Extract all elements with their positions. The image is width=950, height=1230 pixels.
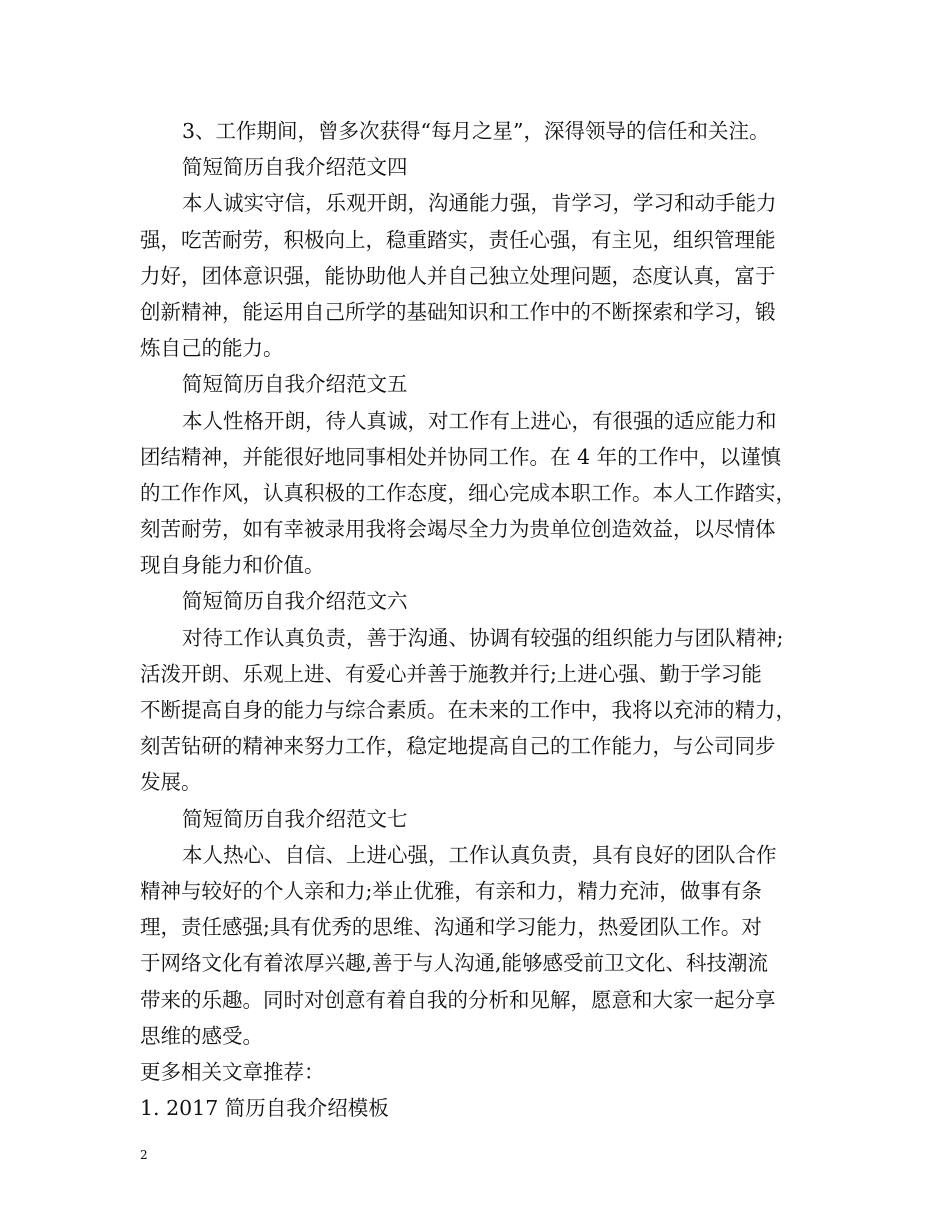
text-line: 本人性格开朗，待人真诚，对工作有上进心，有很强的适应能力和 bbox=[182, 408, 777, 433]
section-heading-6: 简短简历自我介绍范文六 bbox=[182, 589, 408, 614]
text-line: 对待工作认真负责，善于沟通、协调有较强的组织能力与团队精神; bbox=[182, 625, 784, 650]
text-line: 创新精神，能运用自己所学的基础知识和工作中的不断探索和学习，锻 bbox=[140, 299, 776, 324]
text-line: 发展。 bbox=[140, 770, 202, 795]
text-line: 刻苦钻研的精神来努力工作，稳定地提高自己的工作能力，与公司同步 bbox=[140, 734, 776, 759]
related-article-link[interactable]: 1. 2017 简历自我介绍模板 bbox=[140, 1096, 389, 1121]
text-line: 刻苦耐劳，如有幸被录用我将会竭尽全力为贵单位创造效益，以尽情体 bbox=[140, 517, 776, 542]
text-line: 的工作作风，认真积极的工作态度，细心完成本职工作。本人工作踏实， bbox=[140, 480, 796, 505]
document-body bbox=[140, 113, 820, 1126]
section-heading-7: 简短简历自我介绍范文七 bbox=[182, 806, 408, 831]
text-line: 于网络文化有着浓厚兴趣,善于与人沟通,能够感受前卫文化、科技潮流 bbox=[140, 951, 769, 976]
text-line: 团结精神，并能很好地同事相处并协同工作。在 4 年的工作中，以谨慎 bbox=[140, 444, 782, 469]
text-line: 强，吃苦耐劳，积极向上，稳重踏实，责任心强，有主见，组织管理能 bbox=[140, 227, 776, 252]
page-number: 2 bbox=[140, 1148, 148, 1162]
related-articles-heading: 更多相关文章推荐： bbox=[140, 1059, 325, 1084]
text-line: 力好，团体意识强，能协助他人并自己独立处理问题，态度认真，富于 bbox=[140, 263, 776, 288]
text-line: 带来的乐趣。同时对创意有着自我的分析和见解，愿意和大家一起分享 bbox=[140, 987, 776, 1012]
section-heading-5: 简短简历自我介绍范文五 bbox=[182, 372, 408, 397]
text-line: 炼自己的能力。 bbox=[140, 336, 284, 361]
section-heading-4: 简短简历自我介绍范文四 bbox=[182, 155, 408, 180]
text-line: 现自身能力和价值。 bbox=[140, 553, 325, 578]
text-line: 3、工作期间，曾多次获得“每月之星”，深得领导的信任和关注。 bbox=[182, 119, 770, 143]
text-line: 理，责任感强;具有优秀的思维、沟通和学习能力，热爱团队工作。对 bbox=[140, 915, 762, 940]
text-line: 本人热心、自信、上进心强，工作认真负责，具有良好的团队合作 bbox=[182, 842, 777, 867]
text-line: 不断提高自身的能力与综合素质。在未来的工作中，我将以充沛的精力， bbox=[140, 698, 796, 722]
text-line: 活泼开朗、乐观上进、有爱心并善于施教并行;上进心强、勤于学习能 bbox=[140, 661, 762, 686]
text-line: 思维的感受。 bbox=[140, 1023, 263, 1048]
text-line: 本人诚实守信，乐观开朗，沟通能力强，肯学习，学习和动手能力 bbox=[182, 191, 777, 216]
text-line: 精神与较好的个人亲和力;举止优雅，有亲和力，精力充沛，做事有条 bbox=[140, 878, 762, 903]
